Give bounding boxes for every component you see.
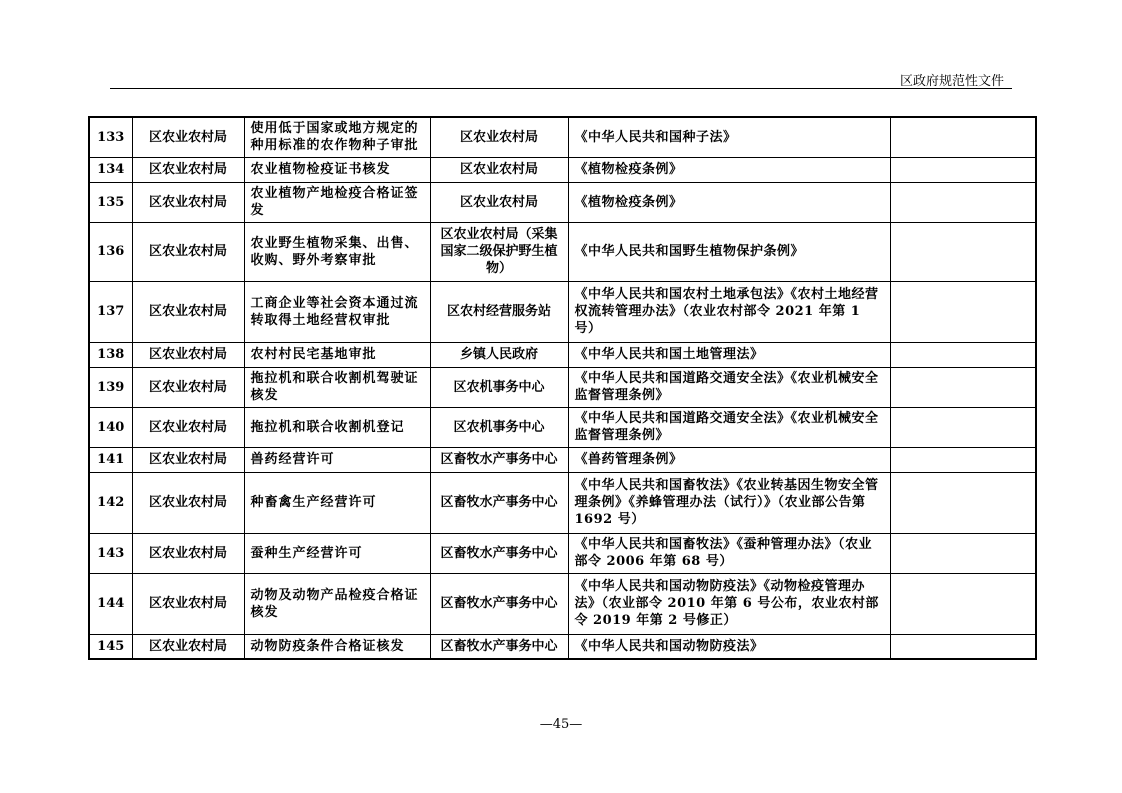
department-cell: 区农业农村局 [132,182,244,222]
table-row [89,407,1036,447]
remarks-cell [890,573,1036,634]
remarks-cell [890,117,1036,157]
item-name-cell: 农业植物产地检疫合格证签发 [244,182,430,222]
page-number: —45— [539,717,583,732]
table-row [89,222,1036,281]
item-name-cell: 动物防疫条件合格证核发 [244,634,430,659]
row-number-cell: 142 [89,472,132,533]
legal-basis-cell: 《中华人民共和国农村土地承包法》《农村土地经营权流转管理办法》（农业农村部令 2021 年第 1 号） [568,281,890,342]
table-row [89,342,1036,367]
row-number-cell: 145 [89,634,132,659]
remarks-cell [890,533,1036,573]
item-name-cell: 拖拉机和联合收割机登记 [244,407,430,447]
remarks-cell [890,157,1036,182]
row-number-cell: 139 [89,367,132,407]
implementing-agency-cell: 区农业农村局（采集国家二级保护野生植物） [430,222,568,281]
implementing-agency-cell: 区畜牧水产事务中心 [430,573,568,634]
legal-basis-cell: 《中华人民共和国动物防疫法》《动物检疫管理办法》（农业部令 2010 年第 6 号公布，农业农村部令 2019 年第 2 号修正） [568,573,890,634]
table-row [89,472,1036,533]
implementing-agency-cell: 区畜牧水产事务中心 [430,634,568,659]
department-cell: 区农业农村局 [132,157,244,182]
department-cell: 区农业农村局 [132,634,244,659]
row-number-cell: 143 [89,533,132,573]
implementing-agency-cell: 区农村经营服务站 [430,281,568,342]
row-number-cell: 138 [89,342,132,367]
legal-basis-cell: 《中华人民共和国野生植物保护条例》 [568,222,890,281]
table-row [89,447,1036,472]
remarks-cell [890,222,1036,281]
remarks-cell [890,182,1036,222]
implementing-agency-cell: 区农业农村局 [430,117,568,157]
implementing-agency-cell: 区畜牧水产事务中心 [430,533,568,573]
implementing-agency-cell: 区农业农村局 [430,182,568,222]
row-number-cell: 144 [89,573,132,634]
table-row [89,367,1036,407]
legal-basis-cell: 《中华人民共和国畜牧法》《农业转基因生物安全管理条例》《养蜂管理办法（试行）》（农业部公告第 1692 号） [568,472,890,533]
department-cell: 区农业农村局 [132,117,244,157]
department-cell: 区农业农村局 [132,447,244,472]
remarks-cell [890,472,1036,533]
legal-basis-cell: 《中华人民共和国畜牧法》《蚕种管理办法》（农业部令 2006 年第 68 号） [568,533,890,573]
remarks-cell [890,407,1036,447]
table-row [89,533,1036,573]
implementing-agency-cell: 区农机事务中心 [430,407,568,447]
table-row [89,573,1036,634]
department-cell: 区农业农村局 [132,573,244,634]
remarks-cell [890,342,1036,367]
items-table [88,116,1037,660]
department-cell: 区农业农村局 [132,472,244,533]
legal-basis-cell: 《中华人民共和国道路交通安全法》《农业机械安全监督管理条例》 [568,367,890,407]
item-name-cell: 动物及动物产品检疫合格证核发 [244,573,430,634]
legal-basis-cell: 《中华人民共和国道路交通安全法》《农业机械安全监督管理条例》 [568,407,890,447]
legal-basis-cell: 《植物检疫条例》 [568,182,890,222]
implementing-agency-cell: 区畜牧水产事务中心 [430,447,568,472]
item-name-cell: 蚕种生产经营许可 [244,533,430,573]
legal-basis-cell: 《中华人民共和国土地管理法》 [568,342,890,367]
row-number-cell: 135 [89,182,132,222]
item-name-cell: 农村村民宅基地审批 [244,342,430,367]
item-name-cell: 工商企业等社会资本通过流转取得土地经营权审批 [244,281,430,342]
row-number-cell: 134 [89,157,132,182]
department-cell: 区农业农村局 [132,367,244,407]
legal-basis-cell: 《中华人民共和国种子法》 [568,117,890,157]
implementing-agency-cell: 区农机事务中心 [430,367,568,407]
remarks-cell [890,447,1036,472]
row-number-cell: 140 [89,407,132,447]
implementing-agency-cell: 区畜牧水产事务中心 [430,472,568,533]
implementing-agency-cell: 区农业农村局 [430,157,568,182]
legal-basis-cell: 《中华人民共和国动物防疫法》 [568,634,890,659]
remarks-cell [890,634,1036,659]
table-row [89,157,1036,182]
remarks-cell [890,367,1036,407]
implementing-agency-cell: 乡镇人民政府 [430,342,568,367]
table-row [89,182,1036,222]
item-name-cell: 使用低于国家或地方规定的种用标准的农作物种子审批 [244,117,430,157]
header-rule [110,88,1012,89]
department-cell: 区农业农村局 [132,222,244,281]
item-name-cell: 种畜禽生产经营许可 [244,472,430,533]
item-name-cell: 农业植物检疫证书核发 [244,157,430,182]
table-row [89,634,1036,659]
document-header-title: 区政府规范性文件 [899,74,1004,89]
row-number-cell: 137 [89,281,132,342]
item-name-cell: 拖拉机和联合收割机驾驶证核发 [244,367,430,407]
item-name-cell: 农业野生植物采集、出售、收购、野外考察审批 [244,222,430,281]
legal-basis-cell: 《植物检疫条例》 [568,157,890,182]
department-cell: 区农业农村局 [132,407,244,447]
table-row [89,117,1036,157]
row-number-cell: 141 [89,447,132,472]
legal-basis-cell: 《兽药管理条例》 [568,447,890,472]
department-cell: 区农业农村局 [132,281,244,342]
row-number-cell: 133 [89,117,132,157]
remarks-cell [890,281,1036,342]
item-name-cell: 兽药经营许可 [244,447,430,472]
table-row [89,281,1036,342]
row-number-cell: 136 [89,222,132,281]
department-cell: 区农业农村局 [132,342,244,367]
department-cell: 区农业农村局 [132,533,244,573]
